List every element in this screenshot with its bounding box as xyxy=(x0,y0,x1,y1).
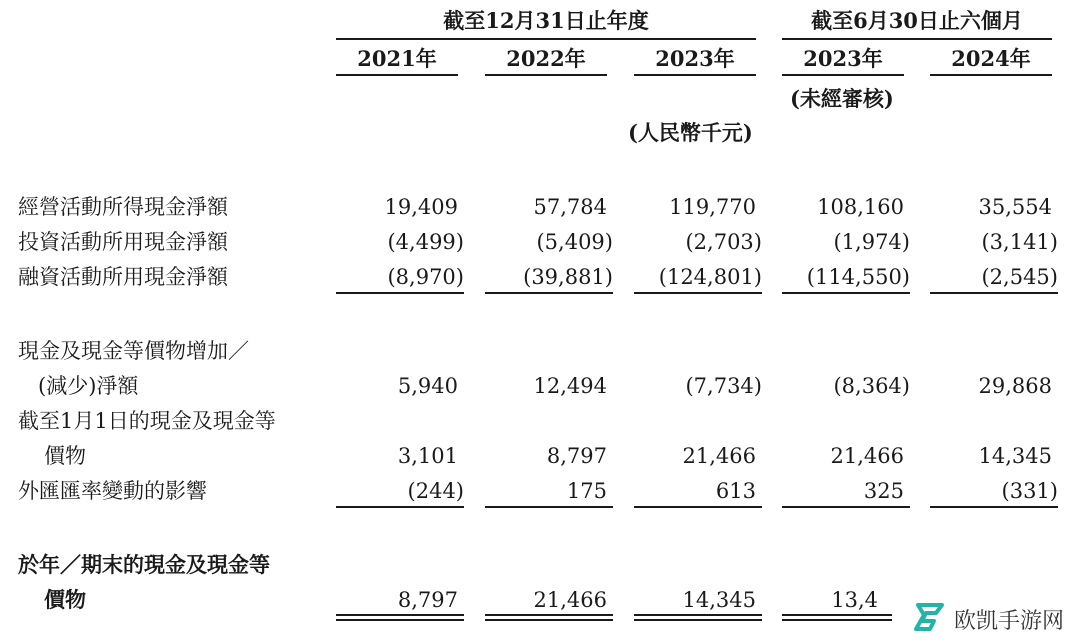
subtotal-rule-2021 xyxy=(336,292,464,294)
cell-fin-2022: (39,881) xyxy=(523,265,613,289)
double-rule-top-2023 xyxy=(634,614,762,616)
double-rule-bottom-2021 xyxy=(336,619,464,621)
cell-open-2023-hy: 21,466 xyxy=(830,444,904,468)
row-label-net-change-line2: (減少)淨額 xyxy=(38,374,139,398)
cell-inv-2022: (5,409) xyxy=(536,230,613,254)
row-label-investing: 投資活動所用現金淨額 xyxy=(18,230,228,254)
unit-note: (人民幣千元) xyxy=(628,120,753,145)
group-header-half-year: 截至6月30日止六個月 xyxy=(811,8,1023,33)
cell-open-2024-hy: 14,345 xyxy=(978,444,1052,468)
cell-op-2024-hy: 35,554 xyxy=(978,195,1052,219)
total-rule-2023 xyxy=(634,506,762,508)
cell-fin-2023: (124,801) xyxy=(658,265,762,289)
row-label-opening-line2: 價物 xyxy=(44,444,86,468)
total-rule-2021 xyxy=(336,506,464,508)
cell-net-2024-hy: 29,868 xyxy=(978,374,1052,398)
total-rule-2022 xyxy=(485,506,613,508)
row-label-net-change-line1: 現金及現金等價物增加／ xyxy=(18,339,249,363)
year-header-2022-rule xyxy=(485,74,607,76)
cell-fx-2021: (244) xyxy=(407,479,464,503)
row-label-closing-line2: 價物 xyxy=(44,587,86,612)
cell-net-2021: 5,940 xyxy=(397,374,458,398)
subtotal-rule-2024-hy xyxy=(930,292,1058,294)
cell-inv-2023: (2,703) xyxy=(685,230,762,254)
year-header-2023-hy: 2023年 xyxy=(803,46,883,71)
row-label-operating: 經營活動所得現金淨額 xyxy=(18,195,228,219)
subtotal-rule-2022 xyxy=(485,292,613,294)
watermark xyxy=(906,602,1070,636)
year-header-2021-rule xyxy=(336,74,458,76)
cell-fx-2023-hy: 325 xyxy=(863,479,904,503)
cell-inv-2023-hy: (1,974) xyxy=(833,230,910,254)
cell-inv-2021: (4,499) xyxy=(387,230,464,254)
unaudited-note: (未經審核) xyxy=(790,86,894,111)
row-label-fx-effect: 外匯匯率變動的影響 xyxy=(18,479,207,503)
watermark-text: 欧凯手游网 xyxy=(953,608,1064,634)
subtotal-rule-2023 xyxy=(634,292,762,294)
group-header-half-year-rule xyxy=(782,38,1052,40)
cell-end-2021: 8,797 xyxy=(397,588,458,612)
subtotal-rule-2023-hy xyxy=(782,292,910,294)
cell-net-2022: 12,494 xyxy=(533,374,607,398)
year-header-2024-hy: 2024年 xyxy=(951,46,1031,71)
double-rule-bottom-2023 xyxy=(634,619,762,621)
year-header-2022: 2022年 xyxy=(506,46,586,71)
cell-fin-2023-hy: (114,550) xyxy=(806,265,910,289)
double-rule-top-2023-hy xyxy=(782,614,892,616)
year-header-2023-rule xyxy=(634,74,756,76)
cell-fx-2022: 175 xyxy=(566,479,607,503)
year-header-2024-hy-rule xyxy=(930,74,1052,76)
double-rule-top-2021 xyxy=(336,614,464,616)
cell-net-2023-hy: (8,364) xyxy=(833,374,910,398)
cell-fin-2024-hy: (2,545) xyxy=(981,265,1058,289)
cell-op-2023: 119,770 xyxy=(669,195,756,219)
year-header-2023: 2023年 xyxy=(655,46,735,71)
group-header-fiscal-year: 截至12月31日止年度 xyxy=(443,8,649,33)
cell-fin-2021: (8,970) xyxy=(387,265,464,289)
double-rule-bottom-2022 xyxy=(485,619,613,621)
double-rule-top-2022 xyxy=(485,614,613,616)
cell-open-2023: 21,466 xyxy=(682,444,756,468)
cell-op-2022: 57,784 xyxy=(533,195,607,219)
cell-op-2021: 19,409 xyxy=(384,195,458,219)
cell-fx-2023: 613 xyxy=(715,479,756,503)
brand-logo-icon xyxy=(912,601,948,637)
cell-op-2023-hy: 108,160 xyxy=(817,195,904,219)
cell-open-2021: 3,101 xyxy=(397,444,458,468)
cell-inv-2024-hy: (3,141) xyxy=(981,230,1058,254)
total-rule-2023-hy xyxy=(782,506,910,508)
year-header-2023-hy-rule xyxy=(782,74,904,76)
cell-open-2022: 8,797 xyxy=(546,444,607,468)
cell-net-2023: (7,734) xyxy=(685,374,762,398)
double-rule-bottom-2023-hy xyxy=(782,619,892,621)
cell-fx-2024-hy: (331) xyxy=(1001,479,1058,503)
row-label-opening-line1: 截至1月1日的現金及現金等 xyxy=(18,409,276,433)
total-rule-2024-hy xyxy=(930,506,1058,508)
cell-end-2023: 14,345 xyxy=(682,588,756,612)
row-label-closing-line1: 於年／期末的現金及現金等 xyxy=(18,552,270,577)
row-label-financing: 融資活動所用現金淨額 xyxy=(18,265,228,289)
cell-end-2023-hy: 13,4 xyxy=(831,588,878,612)
group-header-fiscal-year-rule xyxy=(336,38,756,40)
year-header-2021: 2021年 xyxy=(357,46,437,71)
cell-end-2022: 21,466 xyxy=(533,588,607,612)
